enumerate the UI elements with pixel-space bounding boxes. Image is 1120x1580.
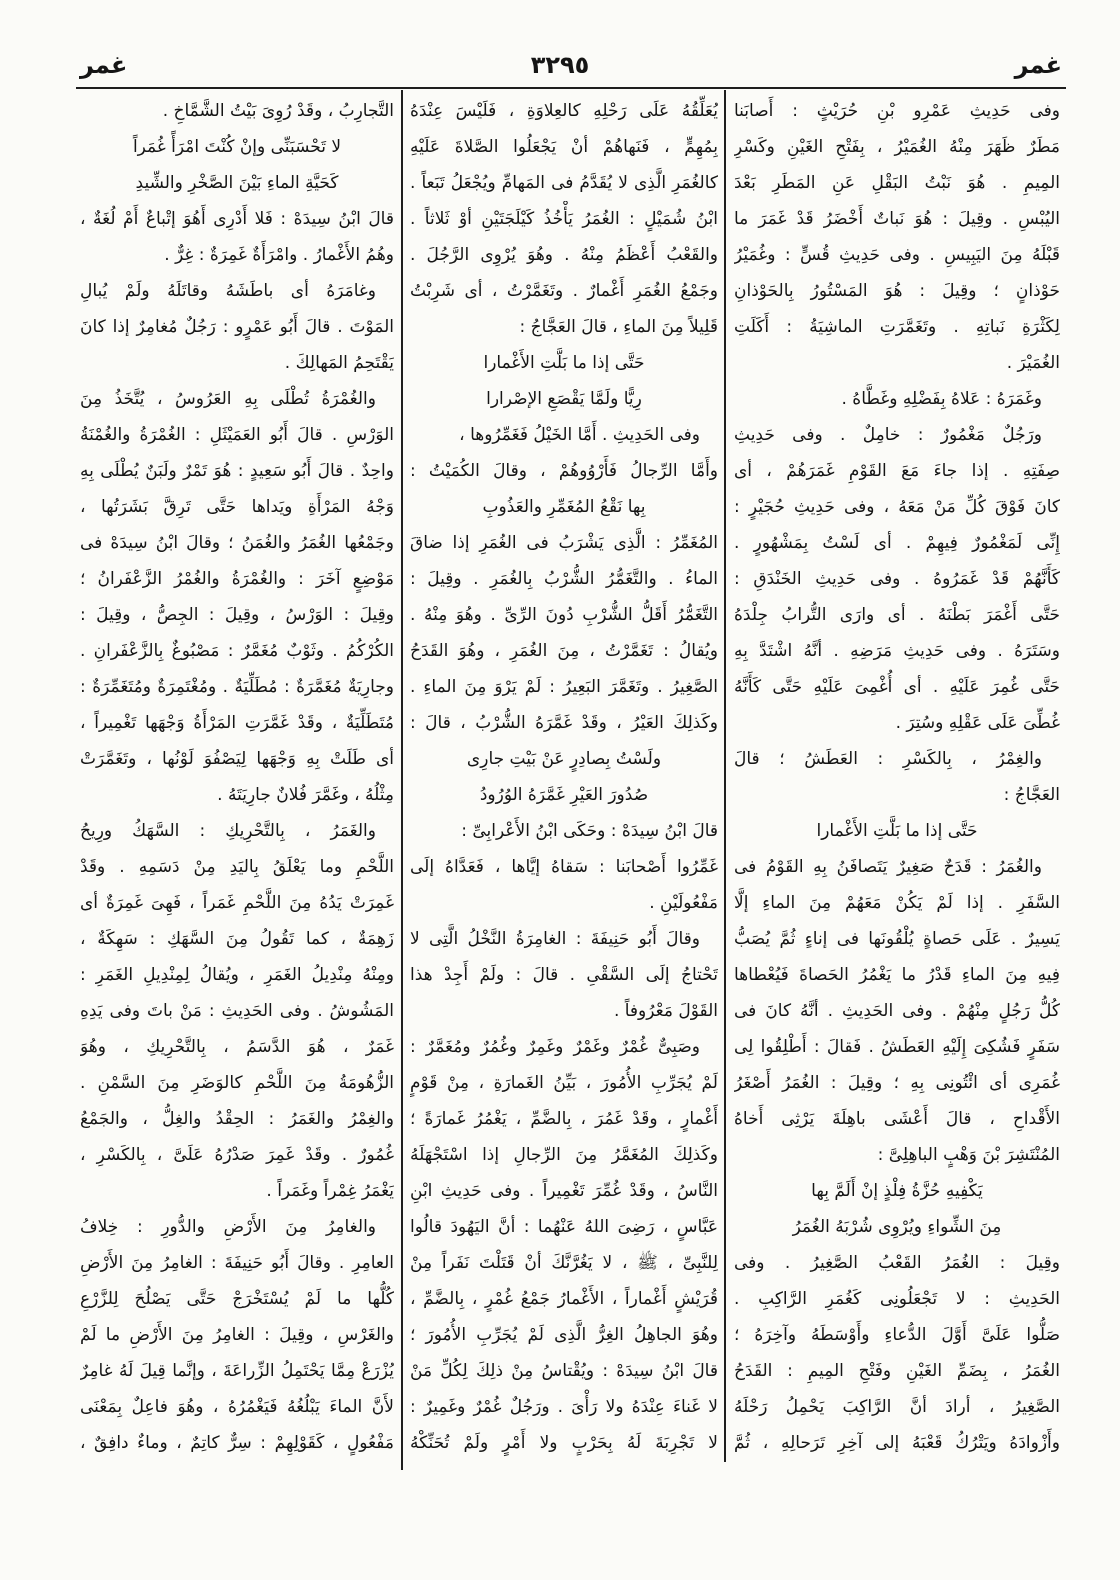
text-line: حَتَّى غُمِرَ عَلَيْهِ . أى أُغْمِىَ عَلَيْهِ حَتَّى كَأَنَّهُ: [734, 677, 1060, 697]
text-line: لِلنَّبِىِّ ، ﷺ ، لا يَغُرَّنَّكَ أنْ قَتَلْتَ نَفَراً مِنْ: [410, 1253, 718, 1273]
text-line: عَبَّاسٍ ، رَضِىَ اللهُ عَنْهُما : أنَّ اليَهُودَ قالُوا: [410, 1217, 718, 1237]
text-line: والغَمَرُ ، بِالتَّحْرِيكِ : السَّهَكُ ورِيحُ: [80, 821, 376, 841]
text-line: وأَمَّا الرِّجالُ فَأَرْوُوهُمْ ، وقالَ الكُمَيْتُ :: [410, 461, 718, 481]
text-line: والغُمَرُ : قَدَحٌ صَغِيرٌ يَتَصافَنُ بِهِ القَوْمُ فى: [734, 857, 1042, 877]
text-line: أى طَلَتْ بِهِ وَجْهَها لِيَصْفُوَ لَوْنُها ، وتَغَمَّرَتْ: [80, 749, 394, 769]
text-line: القَوْلَ مَعْرُوفاً .: [613, 1001, 718, 1021]
text-line: غَمِّرُوا أَصْحابَنا : سَقاهُ إيَّاها ، فَعَدَّاهُ إلَى: [410, 857, 718, 877]
text-line: اللَّحْمِ وما يَعْلَقُ بِاليَدِ مِنْ دَسَمِهِ . وقَدْ: [80, 857, 394, 877]
text-line: المُنْتَشِرَ بْنَ وَهْبٍ الباهِلِىَّ :: [877, 1145, 1060, 1165]
text-line: مِثْلُهُ ، وغَمَّرَ فُلانٌ جارِيَتَهُ .: [217, 785, 394, 805]
text-line: وهُوَ الجاهِلُ الغِرُّ الَّذِى لَمْ يُجَرِّبِ الأُمُورَ ؛: [410, 1325, 718, 1345]
verse-line: مِنَ الشِّواءِ ويُرْوِى شُرْبَهُ الغُمَرُ: [792, 1217, 1002, 1237]
text-line: كانَ فَوْقَ كُلِّ مَنْ مَعَهُ ، وفى حَدِيثِ حُجَيْرٍ :: [734, 497, 1060, 517]
text-line: وفى الحَدِيثِ . أَمَّا الخَيْلُ فَغَمِّرُوها ،: [459, 425, 700, 445]
column-divider: [724, 90, 726, 1462]
text-line: مُتَطَلِّيَةٌ ، وقَدْ غَمَّرَتِ المَرْأَةُ وَجْهَها تَغْمِيراً ،: [80, 713, 394, 733]
verse-line: حَتَّى إذا ما بَلَّتِ الأَغْمارا: [483, 353, 645, 373]
text-line: سَفَرٍ فَشُكِىَ إِلَيْهِ العَطَشُ . فَقالَ : أَطْلِقُوا لِى: [734, 1037, 1060, 1057]
text-line: غُطِّىَ عَلَى عَقْلِهِ وسُتِرَ .: [895, 713, 1060, 733]
text-line: حَوْذانٍ ؛ وقِيلَ : هُوَ المَسْتُورُ بِالحَوْذانِ: [734, 281, 1060, 301]
text-line: وكَذلِكَ العَيْرُ ، وقَدْ غَمَّرَهُ الشُّرْبُ ، قالَ :: [410, 713, 718, 733]
text-line: ويُقالُ : تَغَمَّرْتُ ، مِنَ الغُمَرِ ، وهُوَ القَدَحُ: [410, 641, 718, 661]
text-line: زَهِمَةٌ ، كما تَقُولُ مِنَ السَّهَكِ : سَهِكَةٌ ،: [80, 929, 394, 949]
text-line: يَغْمَرُ غِمْراً وغَمَراً .: [266, 1181, 394, 1201]
text-line: صَلُّوا عَلَىَّ أَوَّلَ الدُّعاءِ وأَوْسَطَهُ وآخِرَهُ ؛: [734, 1325, 1060, 1345]
text-line: الصَّغِيرُ . وتَغَمَّرَ البَعِيرُ : لَمْ يَرْوَ مِنَ الماءِ .: [410, 677, 718, 697]
text-line: التَّجارِبُ ، وقَدْ رُوِىَ بَيْتُ الشَّمَّاخِ .: [162, 101, 394, 121]
text-line: حَتَّى أَغْمَرَ بَطْنَهُ . أى وارَى التُّرابُ جِلْدَهُ: [734, 605, 1060, 625]
column-divider: [401, 90, 403, 1470]
text-line: الغُمَيْرَ .: [1006, 353, 1060, 373]
verse-line: لا تَحْسَبَنِّى وإنْ كُنْتَ امْرَأً غُمَراً: [132, 137, 342, 157]
guide-word-left: غمر: [80, 51, 128, 79]
text-line: والغِمْرُ والغَمَرُ : الحِقْدُ والغِلُّ ، والجَمْعُ: [80, 1109, 394, 1129]
text-line: لَمْ يُجَرِّبِ الأُمُورَ ، بَيِّنُ الغَمارَةِ ، مِنْ قَوْمٍ: [410, 1073, 718, 1093]
text-line: ورَجُلٌ مَغْمُورٌ : خامِلٌ . وفى حَدِيثِ: [734, 425, 1042, 445]
text-line: وغَمَرَهُ : عَلاهُ بِفَضْلِهِ وغَطَّاهُ .: [841, 389, 1042, 409]
text-line: يُزْرَعْ مِمَّا يَحْتَمِلُ الزِّراعَةَ ، وإنَّما قِيلَ لَهُ غامِرٌ: [80, 1361, 394, 1381]
verse-line: ولَسْتُ بِصادِرٍ عَنْ بَيْتِ جارِى: [466, 749, 662, 769]
text-line: يَسِيرٌ . عَلَى حَصاةٍ يُلْقُونَها فى إناءٍ ثُمَّ يُصَبُّ: [734, 929, 1060, 949]
text-line: وجَمْعُها الغُمَرُ والغُمَنُ ؛ وقالَ ابْنُ سِيدَهْ فى: [80, 533, 394, 553]
verse-line: يَكْفِيهِ حُزَّةُ فِلْذٍ إنْ أَلَمَّ بِها: [811, 1181, 983, 1201]
text-line: وصَبِىٌّ غُمْرٌ وغَمْرٌ وغَمِرٌ وغُمُرٌ ومُغَمَّرٌ :: [410, 1037, 700, 1057]
text-line: غُمَرِى أى ائْتُونِى بِهِ ؛ وقِيلَ : الغُمَرُ أَصْغَرُ: [734, 1073, 1060, 1093]
text-line: غَمِرَتْ يَدُهُ مِنَ اللَّحْمِ غَمَراً ، فَهِىَ غَمِرَةٌ أى: [80, 893, 394, 913]
text-line: وهُمُ الأَغْمارُ . وامْرَأَةٌ غَمِرَةٌ : غِرٌّ .: [164, 245, 394, 265]
text-line: السَّفَرِ . إذا لَمْ يَكُنْ مَعَهُمْ مِنَ الماءِ إلَّا: [734, 893, 1060, 913]
text-line: لأَنَّ الماءَ يَبْلُغُهُ فَيَغْمُرُهُ ، وهُوَ فاعِلٌ بِمَعْنَى: [80, 1397, 394, 1417]
text-line: الصَّغِيرُ ، أرادَ أنَّ الرَّاكِبَ يَحْمِلُ رَحْلَهُ: [734, 1397, 1060, 1417]
text-column-1: [734, 93, 1060, 1461]
text-line: قالَ ابْنُ سِيدَهْ : ويُقْتاسُ مِنْ ذلِكَ لِكُلِّ مَنْ: [410, 1361, 718, 1381]
text-line: وَجْهُ المَرْأَةِ ويَداها حَتَّى تَرِقَّ بَشَرَتُها ،: [80, 497, 394, 517]
page-number: ٣٢٩٥: [530, 51, 590, 79]
text-line: اليُبْسِ . وقِيلَ : هُوَ نَباتٌ أَخْضَرُ قَدْ غَمَرَ ما: [734, 209, 1060, 229]
text-line: صِفَتِهِ . إذا جاءَ مَعَ القَوْمِ غَمَرَهُمْ ، أى: [734, 461, 1060, 481]
text-line: قُرَيْشٍ أَغْماراً ، الأَغْمارُ جَمْعُ غُمْرٍ ، بِالضَّمِّ ،: [410, 1289, 718, 1309]
text-line: إِنِّى لَمَغْمُورٌ فِيهِمْ . أى لَسْتُ بِمَشْهُورٍ .: [734, 533, 1060, 553]
verse-line: رِيًّا ولَمَّا يَقْصَعِ الإصْرارا: [486, 389, 642, 409]
text-line: غَمَرٌ ، هُوَ الدَّسَمُ ، بِالتَّحْرِيكِ ، وهُوَ: [80, 1037, 394, 1057]
text-line: كَأَنَّهُمْ قَدْ غَمَرُوهُ . وفى حَدِيثِ الخَنْدَقِ :: [734, 569, 1060, 589]
text-line: الوَرْسِ . قالَ أَبُو العَمَيْثَلِ : الغُمْرَةُ والغُمْنَةُ: [80, 425, 394, 445]
text-line: التَّغَمُّرُ أَقَلُّ الشُّرْبِ دُونَ الرِّىِّ . وهُوَ مِنْهُ .: [410, 605, 718, 625]
text-line: قَلِيلاً مِنَ الماءِ ، قالَ العَجَّاجُ :: [519, 317, 718, 337]
text-column-3: [80, 93, 394, 1461]
text-line: وجارِيَةٌ مُغَمَّرَةٌ : مُطَلِّيَةٌ . ومُغْتَمِرَةٌ ومُتَغَمِّرَةٌ :: [80, 677, 394, 697]
text-line: الغُمَرُ ، بِضَمِّ الغَيْنِ وفَتْحِ المِيمِ : القَدَحُ: [734, 1361, 1060, 1381]
text-line: ابْنُ شُمَيْلٍ : الغُمَرُ يَأْخُذُ كَيْلَجَتَيْنِ أوْ ثَلاثاً .: [410, 209, 718, 229]
text-line: كُلُّها ما لَمْ يُسْتَخْرَجْ حَتَّى يَصْلُحَ لِلزَّرْعِ: [80, 1289, 394, 1309]
text-line: لا تَجْرِبَةَ لَهُ بِحَرْبٍ ولا أَمْرٍ ولَمْ تُحَنِّكْهُ: [410, 1433, 718, 1453]
text-line: والغِمْرُ ، بِالكَسْرِ : العَطَشُ ؛ قالَ: [734, 749, 1042, 769]
text-line: وغامَرَهُ أى باطَشَهُ وقاتَلَهُ ولَمْ يُبالِ: [80, 281, 376, 301]
text-line: كالغُمَرِ الَّذِى لا يُقَدَّمُ فى المَهامِّ ويُجْعَلُ تَبَعاً .: [410, 173, 718, 193]
text-line: الأَقْداحِ ، قالَ أَعْشَى باهِلَةَ يَرْثِى أَخاهُ: [734, 1109, 1060, 1129]
text-line: مَفْعُولٍ ، كَقَوْلِهِمْ : سِرٌّ كاتِمٌ ، وماءٌ دافِقٌ ،: [80, 1433, 394, 1453]
text-line: وقِيلَ : الوَرْسُ ، وقِيلَ : الجِصُّ ، وقِيلَ :: [80, 605, 394, 625]
header-rule: [76, 87, 1066, 89]
text-line: الحَدِيثِ : لا تَجْعَلُونِى كَغُمَرِ الرَّاكِبِ .: [734, 1289, 1060, 1309]
text-line: المَشُوشُ . وفى الحَدِيثِ : مَنْ باتَ وفى يَدِهِ: [80, 1001, 394, 1021]
text-line: مَفْعُولَيْنِ .: [649, 893, 718, 913]
text-line: غُمُورٌ . وقَدْ غَمِرَ صَدْرُهُ عَلَىَّ ، بِالكَسْرِ ،: [80, 1145, 394, 1165]
text-line: واحِدٌ . قالَ أَبُو سَعِيدٍ : هُوَ تَمْرٌ ولَبَنٌ يُطْلَى بِهِ: [80, 461, 394, 481]
text-line: قالَ ابْنُ سِيدَهْ : وحَكَى ابْنُ الأَعْرابِىِّ :: [461, 821, 718, 841]
text-line: وسَتَرَهُ . وفى حَدِيثِ مَرَضِهِ . أنَّهُ اشْتَدَّ بِهِ: [734, 641, 1060, 661]
text-line: مَوْضِعٍ آخَرَ : والغُمْرَةُ والغُمْرُ الزَّعْفَرانُ ؛: [80, 569, 394, 589]
text-line: والغَرْسِ ، وقِيلَ : الغامِرُ مِنَ الأَرْضِ ما لَمْ: [80, 1325, 394, 1345]
text-line: المُغَمِّرُ : الَّذِى يَشْرَبُ فى الغُمَرِ إذا ضاقَ: [410, 533, 718, 553]
text-line: وقالَ أَبُو حَنِيفَةَ : الغامِرَةُ النَّخْلُ الَّتِى لا: [410, 929, 700, 949]
text-line: أَغْمارٍ ، وقَدْ غَمُرَ ، بِالضَّمِّ ، يَغْمُرُ غَمارَةً ؛: [410, 1109, 718, 1129]
text-line: تَحْتاجُ إلَى السَّقْىِ . قالَ : ولَمْ أَجِدْ هذا: [410, 965, 718, 985]
text-line: الكُرْكُمُ . وثَوْبٌ مُغَمَّرٌ : مَصْبُوغٌ بِالزَّعْفَرانِ .: [80, 641, 394, 661]
text-line: بِمُهِمٍّ ، فَنَهاهُمْ أنْ يَجْعَلُوا الصَّلاةَ عَلَيْهِ: [410, 137, 718, 157]
text-line: المَوْتَ . قالَ أَبُو عَمْرٍو : رَجُلٌ مُغامِرٌ إذا كانَ: [80, 317, 394, 337]
text-line: والغُمْرَةُ تُطْلَى بِهِ العَرُوسُ ، يُتَّخَذُ مِنَ: [80, 389, 376, 409]
text-line: لِكَثْرَةِ نَباتِهِ . وتَغَمَّرَتِ الماشِيَةُ : أَكَلَتِ: [734, 317, 1060, 337]
text-line: ومِنْهُ مِنْدِيلُ الغَمَرِ ، ويُقالُ لِمِنْدِيلِ الغَمَرِ :: [80, 965, 394, 985]
text-line: المِيمِ . هُوَ نَبْتُ البَقْلِ عَنِ المَطَرِ بَعْدَ: [734, 173, 1060, 193]
text-line: فِيهِ مِنَ الماءِ قَدْرُ ما يَغْمُرُ الحَصاةَ فَيُعْطاها: [734, 965, 1060, 985]
text-line: الماءُ . والتَّغَمُّرُ الشُّرْبُ بِالغُمَرِ . وقِيلَ :: [410, 569, 718, 589]
text-line: العَجَّاجُ :: [1003, 785, 1060, 805]
text-line: وفى حَدِيثِ عَمْرِو بْنِ حُرَيْثٍ : أَصابَنا: [734, 101, 1060, 121]
text-line: قَبْلَهُ مِنَ اليَبِيسِ . وفى حَدِيثِ قُسٍّ : وغُمَيْرُ: [734, 245, 1060, 265]
verse-line: كَحَيَّةِ الماءِ بَيْنَ الصَّخْرِ والشِّيدِ: [135, 173, 339, 193]
text-line: كُلُّ رَجُلٍ مِنْهُمْ . وفى الحَدِيثِ . أنَّهُ كانَ فى: [734, 1001, 1060, 1021]
verse-line: صُدُورَ العَيْرِ غَمَّرَهُ الوُرُودُ: [479, 785, 649, 805]
text-line: وجَمْعُ الغُمَرِ أَغْمارٌ . وتَغَمَّرْتُ ، أى شَرِبْتُ: [410, 281, 718, 301]
text-line: وقِيلَ : الغُمَرُ القَعْبُ الصَّغِيرُ . وفى: [734, 1253, 1060, 1273]
text-line: وكَذلِكَ المُغَمَّرُ مِنَ الرِّجالِ إذا اسْتَجْهَلَهُ: [410, 1145, 718, 1165]
text-line: الزُّهُومَةُ مِنَ اللَّحْمِ كالوَضَرِ مِنَ السَّمْنِ .: [80, 1073, 394, 1093]
verse-line: بِها نَقْعُ المُغَمِّرِ والعَذُوبِ: [482, 497, 646, 517]
text-line: يَقْتَحِمُ المَهالِكَ .: [284, 353, 394, 373]
guide-word-right: غمر: [1014, 51, 1062, 79]
text-line: والقَعْبُ أَعْظَمُ مِنْهُ . وهُوَ يُرْوِى الرَّجُلَ .: [410, 245, 718, 265]
text-line: النَّاسُ ، وقَدْ غُمِّرَ تَغْمِيراً . وفى حَدِيثِ ابْنِ: [410, 1181, 718, 1201]
text-line: لا غَناءَ عِنْدَهُ ولا رَأْىَ . ورَجُلٌ غُمْرٌ وغَمِيرٌ :: [410, 1397, 718, 1417]
text-column-2: [410, 93, 718, 1461]
text-line: وأَزْوادَهُ ويَتْرُكُ قَعْبَهُ إلى آخِرِ تَرَحالِهِ ، ثُمَّ: [734, 1433, 1060, 1453]
verse-line: حَتَّى إذا ما بَلَّتِ الأَغْمارا: [816, 821, 978, 841]
text-line: العامِرِ . وقالَ أَبُو حَنِيفَةَ : الغامِرُ مِنَ الأَرْضِ: [80, 1253, 394, 1273]
text-line: مَطَرٌ ظَهَرَ مِنْهُ الغُمَيْرُ ، بِفَتْحِ الغَيْنِ وكَسْرِ: [734, 137, 1060, 157]
text-line: قالَ ابْنُ سِيدَهْ : فَلا أَدْرِى أَهُوَ إتْباعٌ أَمْ لُغَةٌ ،: [80, 209, 394, 229]
text-line: يُعَلِّقُهُ عَلَى رَحْلِهِ كالعِلاوَةِ ، فَلَيْسَ عِنْدَهُ: [410, 101, 718, 121]
text-line: والغامِرُ مِنَ الأَرْضِ والدُّورِ : خِلافُ: [80, 1217, 376, 1237]
